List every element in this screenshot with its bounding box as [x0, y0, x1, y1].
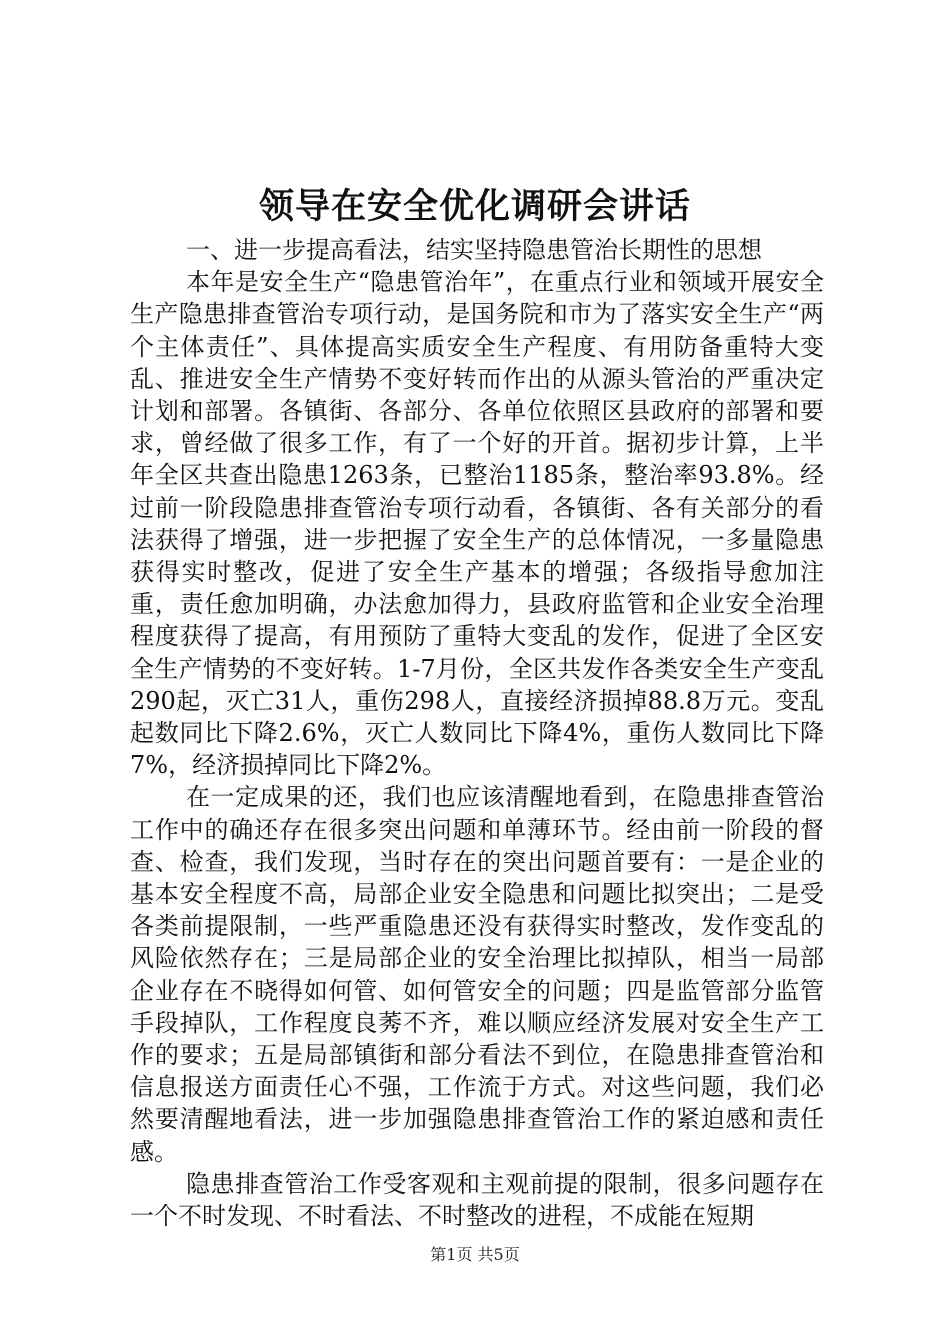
body-paragraph: 隐患排查管治工作受客观和主观前提的限制，很多问题存在一个不时发现、不时看法、不时整改的进程，不成能在短期: [130, 1169, 824, 1231]
section-heading: 一、进一步提高看法，结实坚持隐患管治长期性的思想: [186, 236, 762, 264]
document-body: [130, 234, 824, 1232]
body-paragraph: 在一定成果的还，我们也应该清醒地看到，在隐患排查管治工作中的确还存在很多突出问题和单薄环节。经由前一阶段的督查、检查，我们发现，当时存在的突出问题首要有：一是企业的基本安全程度不高，局部企业安全隐患和问题比拟突出；二是受各类前提限制，一些严重隐患还没有获得实时整改，发作变乱的风险依然存在；三是局部企业的安全治理比拟掉队，相当一局部企业存在不晓得如何管、如何管安全的问题；四是监管部分监管手段掉队，工作程度良莠不齐，难以顺应经济发展对安全生产工作的要求；五是局部镇街和部分看法不到位，在隐患排查管治和信息报送方面责任心不强，工作流于方式。对这些问题，我们必然要清醒地看法，进一步加强隐患排查管治工作的紧迫感和责任感。: [130, 783, 824, 1166]
body-paragraph: 本年是安全生产“隐患管治年”，在重点行业和领域开展安全生产隐患排查管治专项行动，是国务院和市为了落实安全生产“两个主体责任”、具体提高实质安全生产程度、有用防备重特大变乱、推进安全生产情势不变好转而作出的从源头管治的严重决定计划和部署。各镇街、各部分、各单位依照区县政府的部署和要求，曾经做了很多工作，有了一个好的开首。据初步计算，上半年全区共查出隐患1263条，已整治1185条，整治率93.8%。经过前一阶段隐患排查管治专项行动看，各镇街、各有关部分的看法获得了增强，进一步把握了安全生产的总体情况，一多量隐患获得实时整改，促进了安全生产基本的增强；各级指导愈加注重，责任愈加明确，办法愈加得力，县政府监管和企业安全治理程度获得了提高，有用预防了重特大变乱的发作，促进了全区安全生产情势的不变好转。1-7月份，全区共发作各类安全生产变乱290起，灭亡31人，重伤298人，直接经济损掉88.8万元。变乱起数同比下降2.6%，灭亡人数同比下降4%，重伤人数同比下降7%，经济损掉同比下降2%。: [130, 268, 824, 780]
document-title: 领导在安全优化调研会讲话: [258, 186, 691, 227]
page-number-footer: 第1页 共5页: [430, 1245, 520, 1264]
